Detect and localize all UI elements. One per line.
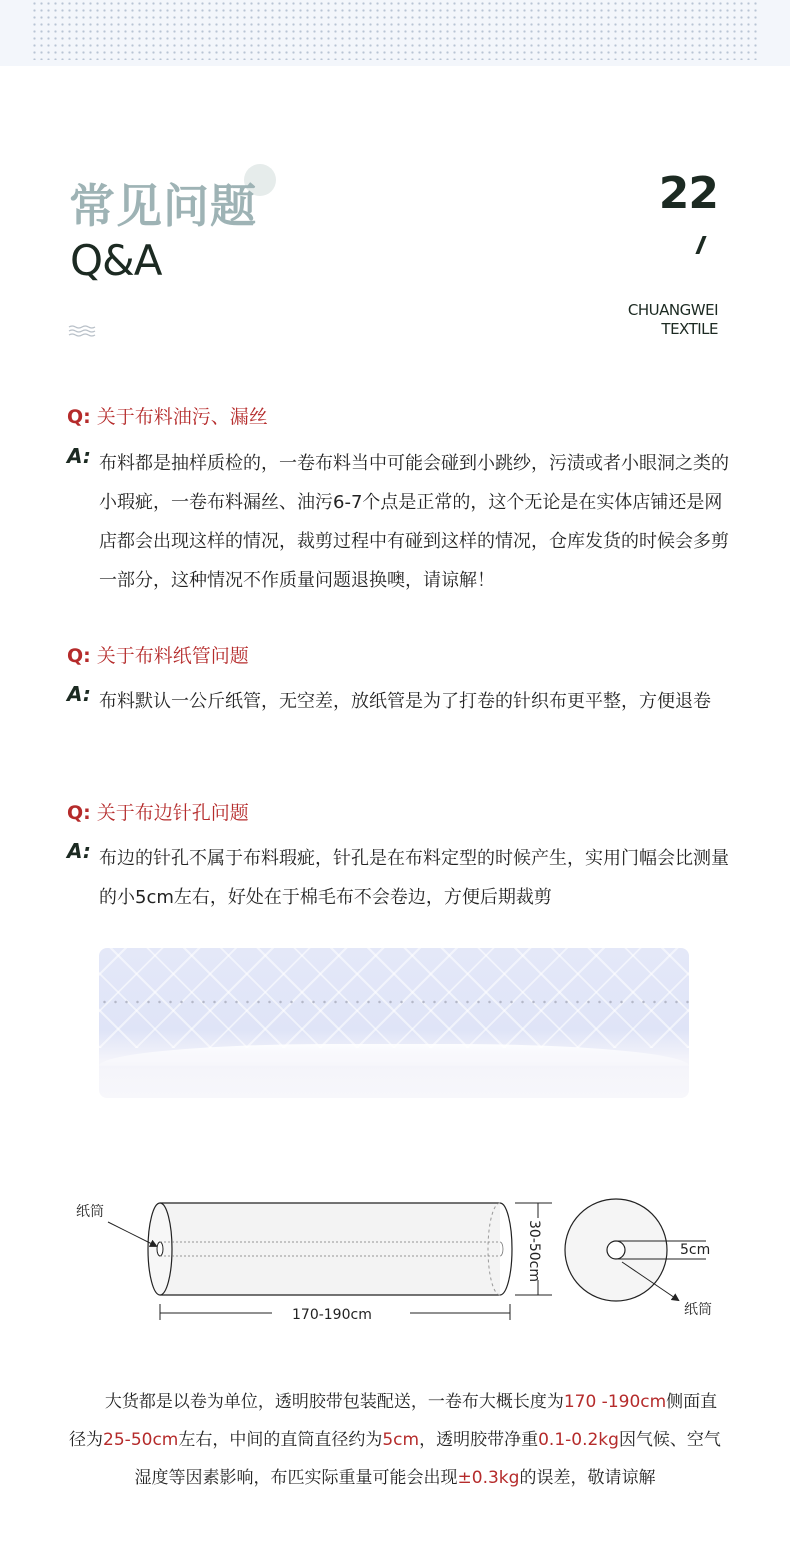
core-diameter-label: 5cm — [680, 1242, 711, 1258]
length-label: 170-190cm — [292, 1307, 372, 1323]
question-mark-label: Q: — [67, 406, 91, 428]
answer-mark-label: A: — [67, 444, 91, 468]
fabric-edge-photo — [99, 948, 689, 1098]
fabric-roll-diagram — [60, 1180, 740, 1340]
highlight-weight-error: ±0.3kg — [457, 1468, 520, 1488]
answer-mark-label: A: — [67, 839, 91, 863]
answer-text: 布边的针孔不属于布料瑕疵，针孔是在布料定型的时候产生，实用门幅会比测量的小5cm左右，好处在于棉毛布不会卷边，方便后期裁剪 — [99, 848, 729, 908]
question-text: 关于布料纸管问题 — [96, 645, 249, 667]
pinhole-row — [99, 1000, 689, 1004]
question-text: 关于布料油污、漏丝 — [96, 406, 268, 428]
brand-name — [628, 301, 718, 339]
page-subtitle: Q&A — [70, 236, 162, 285]
roll-body — [160, 1203, 500, 1295]
faq-question-2 — [67, 641, 249, 668]
tube-label-left: 纸筒 — [76, 1204, 104, 1220]
brand-line-2: TEXTILE — [661, 320, 718, 338]
question-text: 关于布边针孔问题 — [96, 802, 249, 824]
faq-answer-1 — [67, 444, 737, 600]
faq-question-3 — [67, 798, 249, 825]
answer-text: 布料都是抽样质检的，一卷布料当中可能会碰到小跳纱，污渍或者小眼洞之类的小瑕疵，一卷布料漏丝、油污6-7个点是正常的，这个无论是在实体店铺还是网店都会出现这样的情况，裁剪过程中有碰到这样的情况，仓库发货的时候会多剪一部分，这种情况不作质量问题退换噢，请谅解！ — [99, 453, 729, 591]
faq-question-1 — [67, 402, 268, 429]
summary-paragraph: 大货都是以卷为单位，透明胶带包装配送，一卷布大概长度为170 -190cm侧面直径为25-50cm左右，中间的直筒直径约为5cm，透明胶带净重0.1-0.2kg因气候、空气湿度等因素影响，布匹实际重量可能会出现±0.3kg的误差，敬请谅解 — [69, 1392, 721, 1488]
page-number: 22 — [658, 168, 718, 219]
page-title: 常见问题 — [69, 179, 257, 233]
brand-line-1: CHUANGWEI — [627, 301, 718, 319]
diameter-label: 30-50cm — [526, 1220, 542, 1283]
faq-answer-2 — [67, 682, 737, 721]
highlight-core: 5cm — [382, 1430, 420, 1450]
answer-text: 布料默认一公斤纸管，无空差，放纸管是为了打卷的针织布更平整，方便退卷 — [99, 691, 711, 712]
answer-mark-label: A: — [67, 682, 91, 706]
slash-mark — [695, 236, 706, 254]
core-hole — [607, 1241, 625, 1259]
highlight-diameter: 25-50cm — [103, 1430, 179, 1450]
question-mark-label: Q: — [67, 802, 91, 824]
wave-icon — [68, 324, 96, 338]
highlight-length: 170 -190cm — [563, 1392, 667, 1412]
tube-label-right: 纸筒 — [684, 1302, 712, 1318]
faq-answer-3 — [67, 839, 737, 917]
question-mark-label: Q: — [67, 645, 91, 667]
dotted-header-band — [0, 0, 790, 66]
highlight-tape-weight: 0.1-0.2kg — [538, 1430, 619, 1450]
